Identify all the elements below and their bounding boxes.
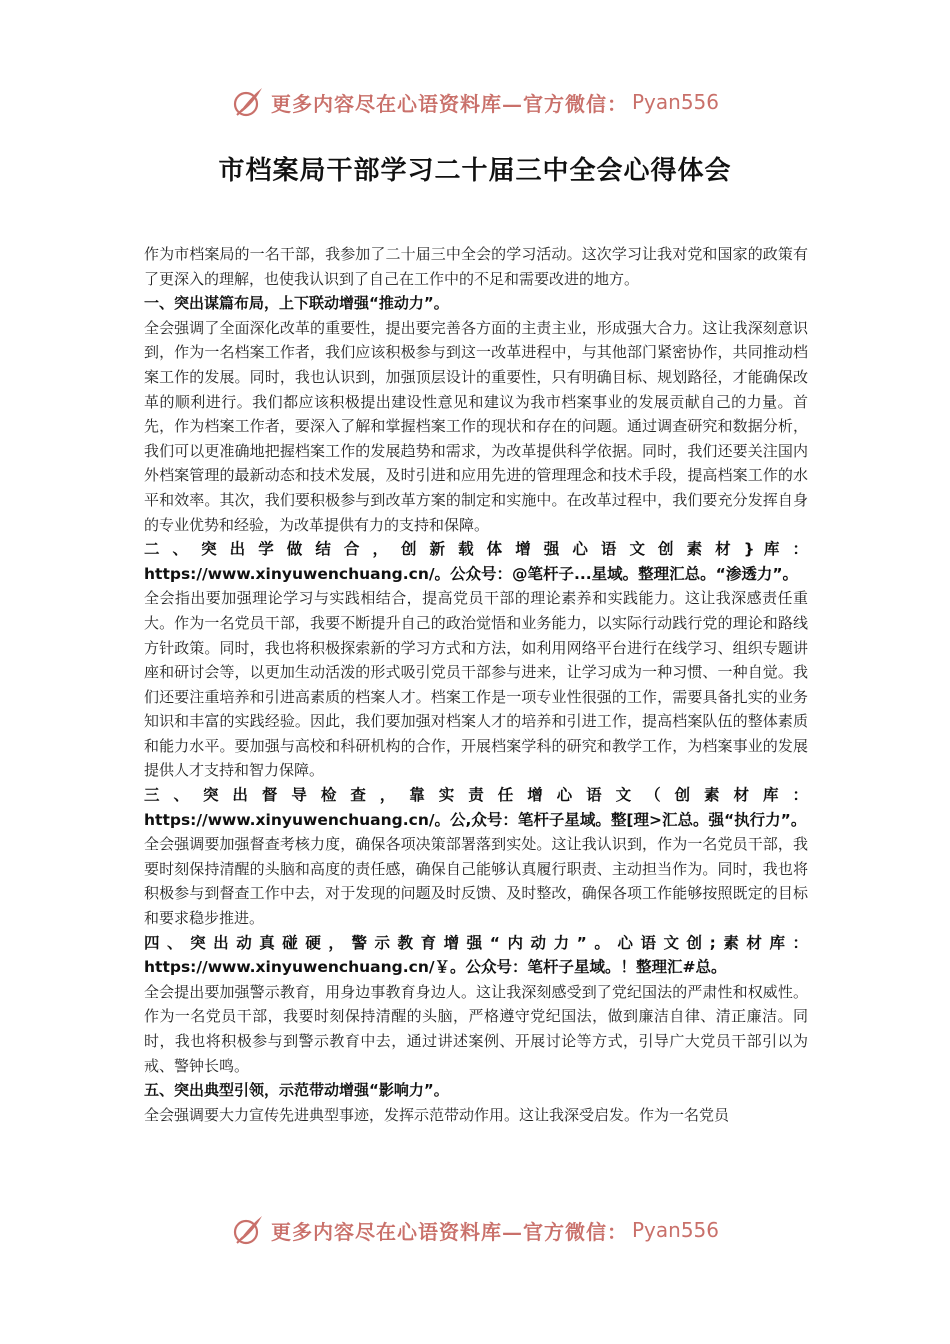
section-heading-1: 一、突出谋篇布局，上下联动增强“推动力”。: [144, 294, 449, 313]
quill-logo-icon: [231, 85, 265, 119]
section-1-paragraph: 全会强调了全面深化改革的重要性，提出要完善各方面的主责主业，形成强大合力。这让我深刻意识到，作为一名档案工作者，我们应该积极参与到这一改革进程中，与其他部门紧密协作，共同推动档案工作的发展。同时，我也认识到，加强顶层设计的重要性，只有明确目标、规划路径，才能确保改革的顺利进行。我们都应该积极提出建设性意见和建议为我市档案事业的发展贡献自己的力量。首先，作为档案工作者，要深入了解和掌握档案工作的现状和存在的问题。通过调查研究和数据分析，我们可以更准确地把握档案工作的发展趋势和需求，为改革提供科学依据。同时，我们还要关注国内外档案管理的最新动态和技术发展，及时引进和应用先进的管理理念和技术手段，提高档案工作的水平和效率。其次，我们要积极参与到改革方案的制定和实施中。在改革过程中，我们要充分发挥自身的专业优势和经验，为改革提供有力的支持和保障。: [144, 318, 808, 534]
watermark-wechat-id: Pyan556: [631, 90, 719, 114]
watermark-wechat-id: Pyan556: [631, 1218, 719, 1242]
section-3-paragraph: 全会强调要加强督查考核力度，确保各项决策部署落到实处。这让我认识到，作为一名党员干部，我要时刻保持清醒的头脑和高度的责任感，确保自己能够认真履行职责、主动担当作为。同时，我也将积极参与到督查工作中去，对于发现的问题及时反馈、及时整改，确保各项工作能够按照既定的目标和要求稳步推进。: [144, 835, 808, 928]
section-4-paragraph: 全会提出要加强警示教育，用身边事教育身边人。这让我深刻感受到了党纪国法的严肃性和权威性。作为一名党员干部，我要时刻保持清醒的头脑，严格遵守党纪国法，做到廉洁自律、清正廉洁。同时，我也将积极参与到警示教育中去，通过讲述案例、开展讨论等方式，引导广大党员干部引以为戒、警钟长鸣。: [144, 982, 808, 1075]
section-heading-2: 二 、 突 出 学 做 结 合 ， 创 新 载 体 增 强 心 语 文 创 素 材 } 库 ： https://www.xinyuwenchuang.cn/。公众号：@笔杆子...星域。整理汇总。“渗透力”。: [144, 540, 808, 583]
quill-logo-icon: [231, 1213, 265, 1247]
section-2-paragraph: 全会指出要加强理论学习与实践相结合，提高党员干部的理论素养和实践能力。这让我深感责任重大。作为一名党员干部，我要不断提升自己的政治觉悟和业务能力，以实际行动践行党的理论和路线方针政策。同时，我也将积极探索新的学习方式和方法，如利用网络平台进行在线学习、组织专题讲座和研讨会等，以更加生动活泼的形式吸引党员干部参与进来，让学习成为一种习惯、一种自觉。我们还要注重培养和引进高素质的档案人才。档案工作是一项专业性很强的工作，需要具备扎实的业务知识和丰富的实践经验。因此，我们要加强对档案人才的培养和引进工作，提高档案队伍的整体素质和能力水平。要加强与高校和科研机构的合作，开展档案学科的研究和教学工作，为档案事业的发展提供人才支持和智力保障。: [144, 589, 808, 780]
section-heading-4: 四、突出动真碰硬，警示教育增强“内动力”。心语文创;素材库：https://www.xinyuwenchuang.cn/￥。公众号：笔杆子星域。！整理汇#总。: [144, 933, 808, 977]
footer-watermark-banner: [0, 1210, 950, 1250]
document-title: 市档案局干部学习二十届三中全会心得体会: [218, 156, 732, 186]
watermark-text: 更多内容尽在心语资料库—官方微信：: [270, 91, 628, 116]
document-body: [144, 242, 808, 1127]
watermark-text: 更多内容尽在心语资料库—官方微信：: [270, 1219, 628, 1244]
intro-paragraph: 作为市档案局的一名干部，我参加了二十届三中全会的学习活动。这次学习让我对党和国家的政策有了更深入的理解，也使我认识到了自己在工作中的不足和需要改进的地方。: [144, 245, 808, 288]
section-heading-5: 五、突出典型引领，示范带动增强“影响力”。: [144, 1081, 449, 1100]
header-watermark-banner: [0, 82, 950, 122]
section-5-paragraph: 全会强调要大力宣传先进典型事迹，发挥示范带动作用。这让我深受启发。作为一名党员: [144, 1105, 730, 1124]
section-heading-3: 三 、 突 出 督 导 检 查 ， 靠 实 责 任 增 心 语 文 （ 创 素 材 库 ： https://www.xinyuwenchuang.cn/。公,众号：笔杆子星域。整[理>汇总。强“执行力”。: [144, 786, 808, 829]
